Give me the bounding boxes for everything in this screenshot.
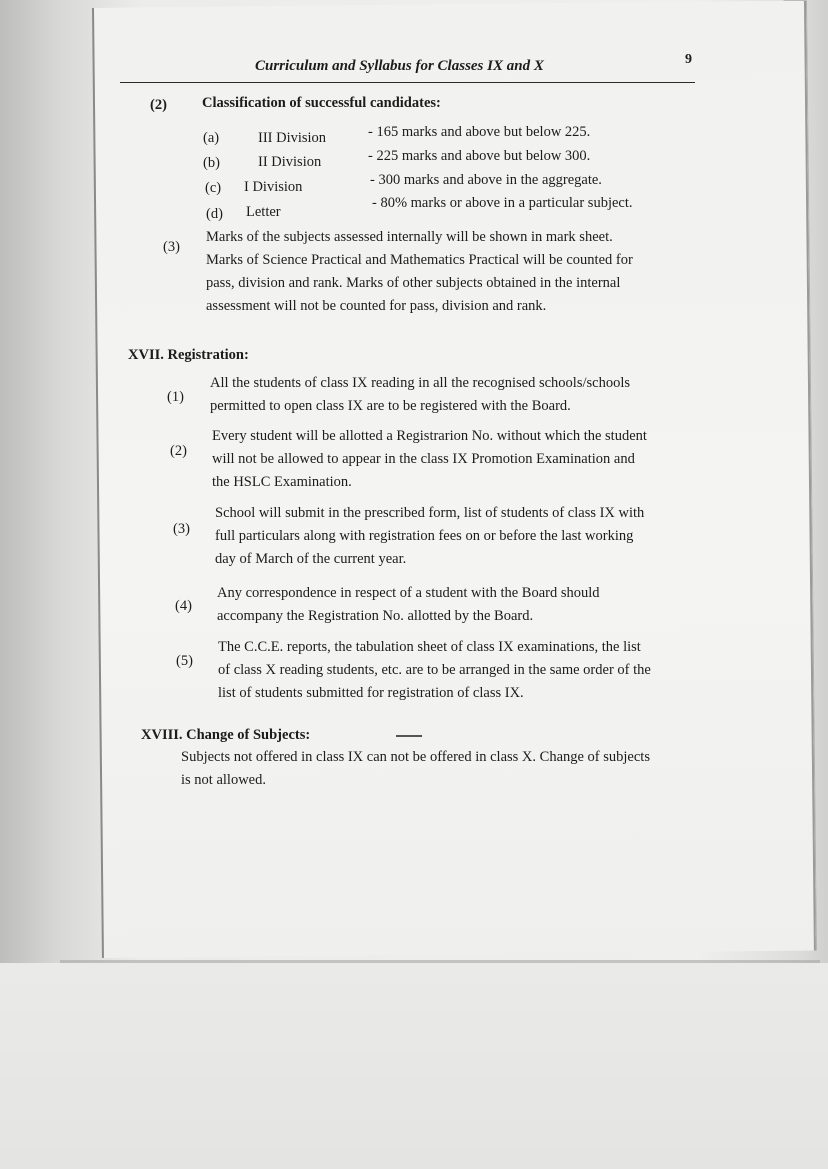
registration-heading: XVII. Registration: [128, 347, 249, 363]
text-line: day of March of the current year. [215, 551, 407, 567]
text-line: Marks of the subjects assessed internally will be shown in mark sheet. [206, 229, 613, 245]
text-line: All the students of class IX reading in all the recognised schools/schools [210, 375, 631, 391]
change-text [181, 746, 650, 792]
text-line: Any correspondence in respect of a student with the Board should [217, 585, 600, 601]
divider [396, 735, 422, 737]
text-line: Every student will be allotted a Registrarion No. without which the student [212, 428, 647, 444]
text-line: is not allowed. [181, 772, 266, 788]
reg-item-number: (2) [170, 443, 187, 459]
reg-item-number: (3) [173, 521, 190, 537]
text-line: Marks of Science Practical and Mathematics Practical will be counted for [206, 252, 633, 268]
text-line: of class X reading students, etc. are to be arranged in the same order of the [218, 662, 651, 678]
text-line: the HSLC Examination. [212, 474, 352, 490]
class-item-desc: - 225 marks and above but below 300. [368, 148, 591, 164]
class-item-desc: - 165 marks and above but below 225. [368, 124, 591, 140]
classification-heading: Classification of successful candidates: [202, 95, 441, 111]
reg-item [210, 372, 630, 418]
reg-item-number: (4) [175, 598, 192, 614]
class-item-letter: (a) [203, 130, 220, 146]
reg-item [212, 425, 647, 494]
reg-item [217, 582, 600, 628]
text-line: Subjects not offered in class IX can not be offered in class X. Change of subjects [181, 749, 650, 765]
text-line: permitted to open class IX are to be registered with the Board. [210, 398, 571, 414]
class-item-desc: - 80% marks or above in a particular subject. [372, 195, 633, 211]
class-item-desc: - 300 marks and above in the aggregate. [370, 172, 602, 188]
marks-note-number: (3) [163, 239, 180, 255]
text-line: assessment will not be counted for pass, division and rank. [206, 298, 547, 314]
classification-number: (2) [150, 97, 167, 113]
class-item-letter: (c) [205, 180, 222, 196]
class-item-label: Letter [246, 204, 281, 220]
text-line: will not be allowed to appear in the class IX Promotion Examination and [212, 451, 635, 467]
class-item-label: II Division [258, 154, 322, 170]
class-item-label: III Division [258, 130, 327, 146]
text-line: list of students submitted for registration of class IX. [218, 685, 524, 701]
reg-item-number: (5) [176, 653, 193, 669]
class-item-letter: (b) [203, 155, 220, 171]
reg-item [218, 636, 651, 705]
reg-item-number: (1) [167, 389, 184, 405]
page-number: 9 [685, 52, 692, 67]
scanner-bed [0, 963, 828, 1169]
header-rule [120, 82, 695, 83]
text-line: pass, division and rank. Marks of other subjects obtained in the internal [206, 275, 621, 291]
change-heading: XVIII. Change of Subjects: [141, 727, 311, 743]
class-item-label: I Division [244, 179, 303, 195]
text-line: School will submit in the prescribed form, list of students of class IX with [215, 505, 645, 521]
header-title: Curriculum and Syllabus for Classes IX and X [255, 58, 544, 74]
reg-item [215, 502, 644, 571]
text-line: The C.C.E. reports, the tabulation sheet of class IX examinations, the list [218, 639, 641, 655]
text-line: accompany the Registration No. allotted by the Board. [217, 608, 534, 624]
marks-note [206, 226, 633, 318]
class-item-letter: (d) [206, 206, 223, 222]
page-header [120, 52, 700, 90]
text-line: full particulars along with registration fees on or before the last working [215, 528, 634, 544]
